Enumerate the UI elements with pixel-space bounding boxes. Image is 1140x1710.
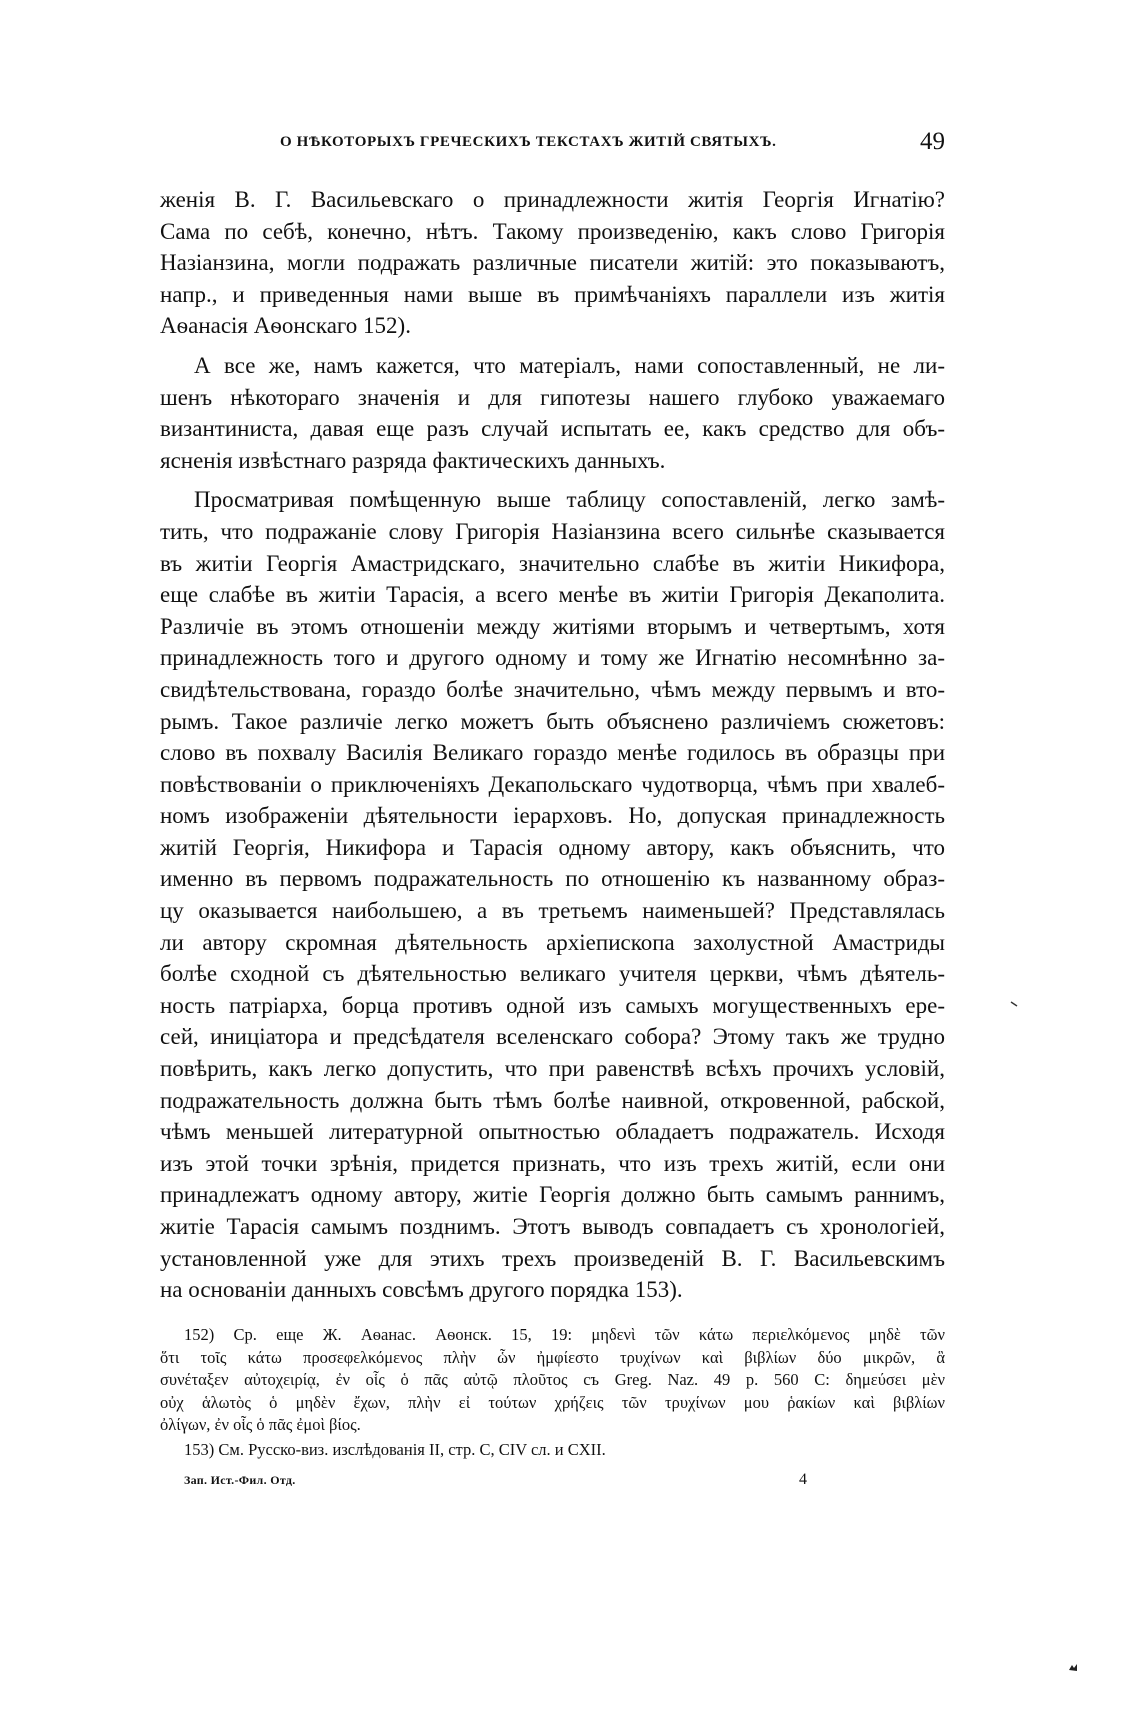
text-line: подражательность должна быть тѣмъ болѣе наивной, откровенной, рабской, bbox=[160, 1087, 945, 1113]
text-line: А все же, намъ кажется, что матеріалъ, нами сопоставленный, не ли- bbox=[194, 352, 945, 378]
signature-number: 4 bbox=[799, 1471, 807, 1488]
running-head bbox=[160, 128, 945, 160]
text-line: Сама по себѣ, конечно, нѣтъ. Такому произведенію, какъ слово Григорія bbox=[160, 218, 945, 244]
text-line: принадлежатъ одному автору, житіе Георгія должно быть самымъ раннимъ, bbox=[160, 1182, 945, 1208]
running-title: О НѢКОТОРЫХЪ ГРЕЧЕСКИХЪ ТЕКСТАХЪ ЖИТІЙ СВЯТЫХЪ. bbox=[280, 134, 777, 150]
paragraph bbox=[160, 350, 945, 476]
text-line: на основаніи данныхъ совсѣмъ другого порядка 153). bbox=[160, 1277, 683, 1303]
text-line: ли автору скромная дѣятельность архіепископа захолустной Амастриды bbox=[160, 929, 945, 955]
text-line: номъ изображеніи дѣятельности іерарховъ. Но, допуская принадлежность bbox=[160, 803, 945, 829]
text-line: въ житіи Георгія Амастридскаго, значительно слабѣе въ житіи Никифора, bbox=[160, 550, 945, 576]
ink-speck bbox=[1068, 1662, 1078, 1672]
text-line: изъ этой точки зрѣнія, придется признать, что изъ трехъ житій, если они bbox=[160, 1150, 945, 1176]
text-line: цу оказывается наибольшею, а въ третьемъ наименьшей? Представлялась bbox=[160, 898, 945, 924]
text-line: установленной уже для этихъ трехъ произведеній В. Г. Васильевскимъ bbox=[160, 1245, 945, 1271]
text-line: свидѣтельствована, гораздо болѣе значительно, чѣмъ между первымъ и вто- bbox=[160, 676, 945, 702]
text-line: сей, иниціатора и предсѣдателя вселенскаго собора? Этому такъ же трудно bbox=[160, 1024, 945, 1050]
footnote bbox=[160, 1439, 945, 1462]
footnote bbox=[160, 1324, 945, 1437]
paragraph bbox=[160, 184, 945, 342]
page-number: 49 bbox=[920, 128, 945, 155]
footnote-line: 153) См. Русско-виз. изслѣдованія II, стр. C, CIV сл. и CXII. bbox=[184, 1439, 606, 1459]
text-line: тить, что подражаніе слову Григорія Назіанзина всего сильнѣе сказывается bbox=[160, 518, 945, 544]
footnotes bbox=[160, 1324, 945, 1463]
text-line: житій Георгія, Никифора и Тарасія одному автору, какъ объяснить, что bbox=[160, 834, 945, 860]
text-line: повѣрить, какъ легко допустить, что при равенствѣ всѣхъ прочихъ условій, bbox=[160, 1056, 945, 1082]
text-line: Просматривая помѣщенную выше таблицу сопоставленій, легко замѣ- bbox=[194, 487, 945, 513]
text-line: именно въ первомъ подражательность по отношенію къ названному образ- bbox=[160, 866, 945, 892]
body-text bbox=[160, 184, 945, 1314]
text-line: слово въ похвалу Василія Великаго гораздо менѣе годилось въ образцы при bbox=[160, 740, 945, 766]
text-line: шенъ нѣкотораго значенія и для гипотезы нашего глубоко уважаемаго bbox=[160, 384, 945, 410]
text-line: Назіанзина, могли подражать различные писатели житій: это показываютъ, bbox=[160, 250, 945, 276]
text-line: житіе Тарасія самымъ позднимъ. Этотъ выводъ совпадаетъ съ хронологіей, bbox=[160, 1214, 945, 1239]
footnote-line: ὅτι τοῖς κάτω προσεφελκόμενος πλὴν ὧν ἠμφίεστο τρυχίνων καὶ βιβλίων δύο μικρῶν, ἃ bbox=[160, 1347, 945, 1367]
text-line: ность патріарха, борца противъ одной изъ самыхъ могущественныхъ ере- bbox=[160, 992, 945, 1018]
text-line: повѣствованіи о приключеніяхъ Декапольскаго чудотворца, чѣмъ при хвалеб- bbox=[160, 771, 945, 797]
footnote-line: ὀλίγων, ἐν οἷς ὁ πᾶς ἐμοὶ βίος. bbox=[160, 1415, 361, 1434]
margin-tick bbox=[1010, 1001, 1018, 1007]
text-line: болѣе сходной съ дѣятельностью великаго учителя церкви, чѣмъ дѣятель- bbox=[160, 961, 945, 987]
text-line: рымъ. Такое различіе легко можетъ быть объяснено различіемъ сюжетовъ: bbox=[160, 708, 945, 734]
text-line: Аѳанасія Аѳонскаго 152). bbox=[160, 313, 411, 339]
text-line: принадлежность того и другого одному и тому же Игнатію несомнѣнно за- bbox=[160, 645, 945, 671]
text-line: византиниста, давая еще разъ случай испытать ее, какъ средство для объ- bbox=[160, 416, 945, 442]
footnote-separator bbox=[160, 1309, 945, 1313]
paragraph bbox=[160, 484, 945, 1305]
text-line: Различіе въ этомъ отношеніи между житіями вторымъ и четвертымъ, хотя bbox=[160, 613, 945, 639]
text-line: ясненія извѣстнаго разряда фактическихъ данныхъ. bbox=[160, 447, 666, 473]
signature-line bbox=[184, 1473, 834, 1493]
text-line: чѣмъ меньшей литературной опытностью обладаетъ подражатель. Исходя bbox=[160, 1119, 945, 1145]
text-line: напр., и приведенныя нами выше въ примѣчаніяхъ параллели изъ житія bbox=[160, 281, 945, 307]
signature-mark: Зап. Ист.-Фил. Отд. bbox=[184, 1473, 296, 1487]
footnote-line: 152) Ср. еще Ж. Аѳанас. Аѳонск. 15, 19: μηδενὶ τῶν κάτω περιελκόμενος μηδὲ τῶν bbox=[184, 1325, 945, 1344]
text-line: женія В. Г. Васильевскаго о принадлежности житія Георгія Игнатію? bbox=[160, 187, 945, 212]
text-line: еще слабѣе въ житіи Тарасія, а всего менѣе въ житіи Григорія Декаполита. bbox=[160, 582, 945, 608]
footnote-line: συνέταξεν αὐτοχειρίᾳ, ἐν οἷς ὁ πᾶς αὐτῷ πλοῦτος съ Greg. Naz. 49 p. 560 C: δημεύσει μὲν bbox=[160, 1370, 945, 1389]
footnote-line: οὐχ ἁλωτὸς ὁ μηδὲν ἔχων, πλὴν εἰ τούτων χρήζεις τῶν τρυχίνων μου ῥακίων καὶ βιβλίων bbox=[160, 1392, 945, 1412]
